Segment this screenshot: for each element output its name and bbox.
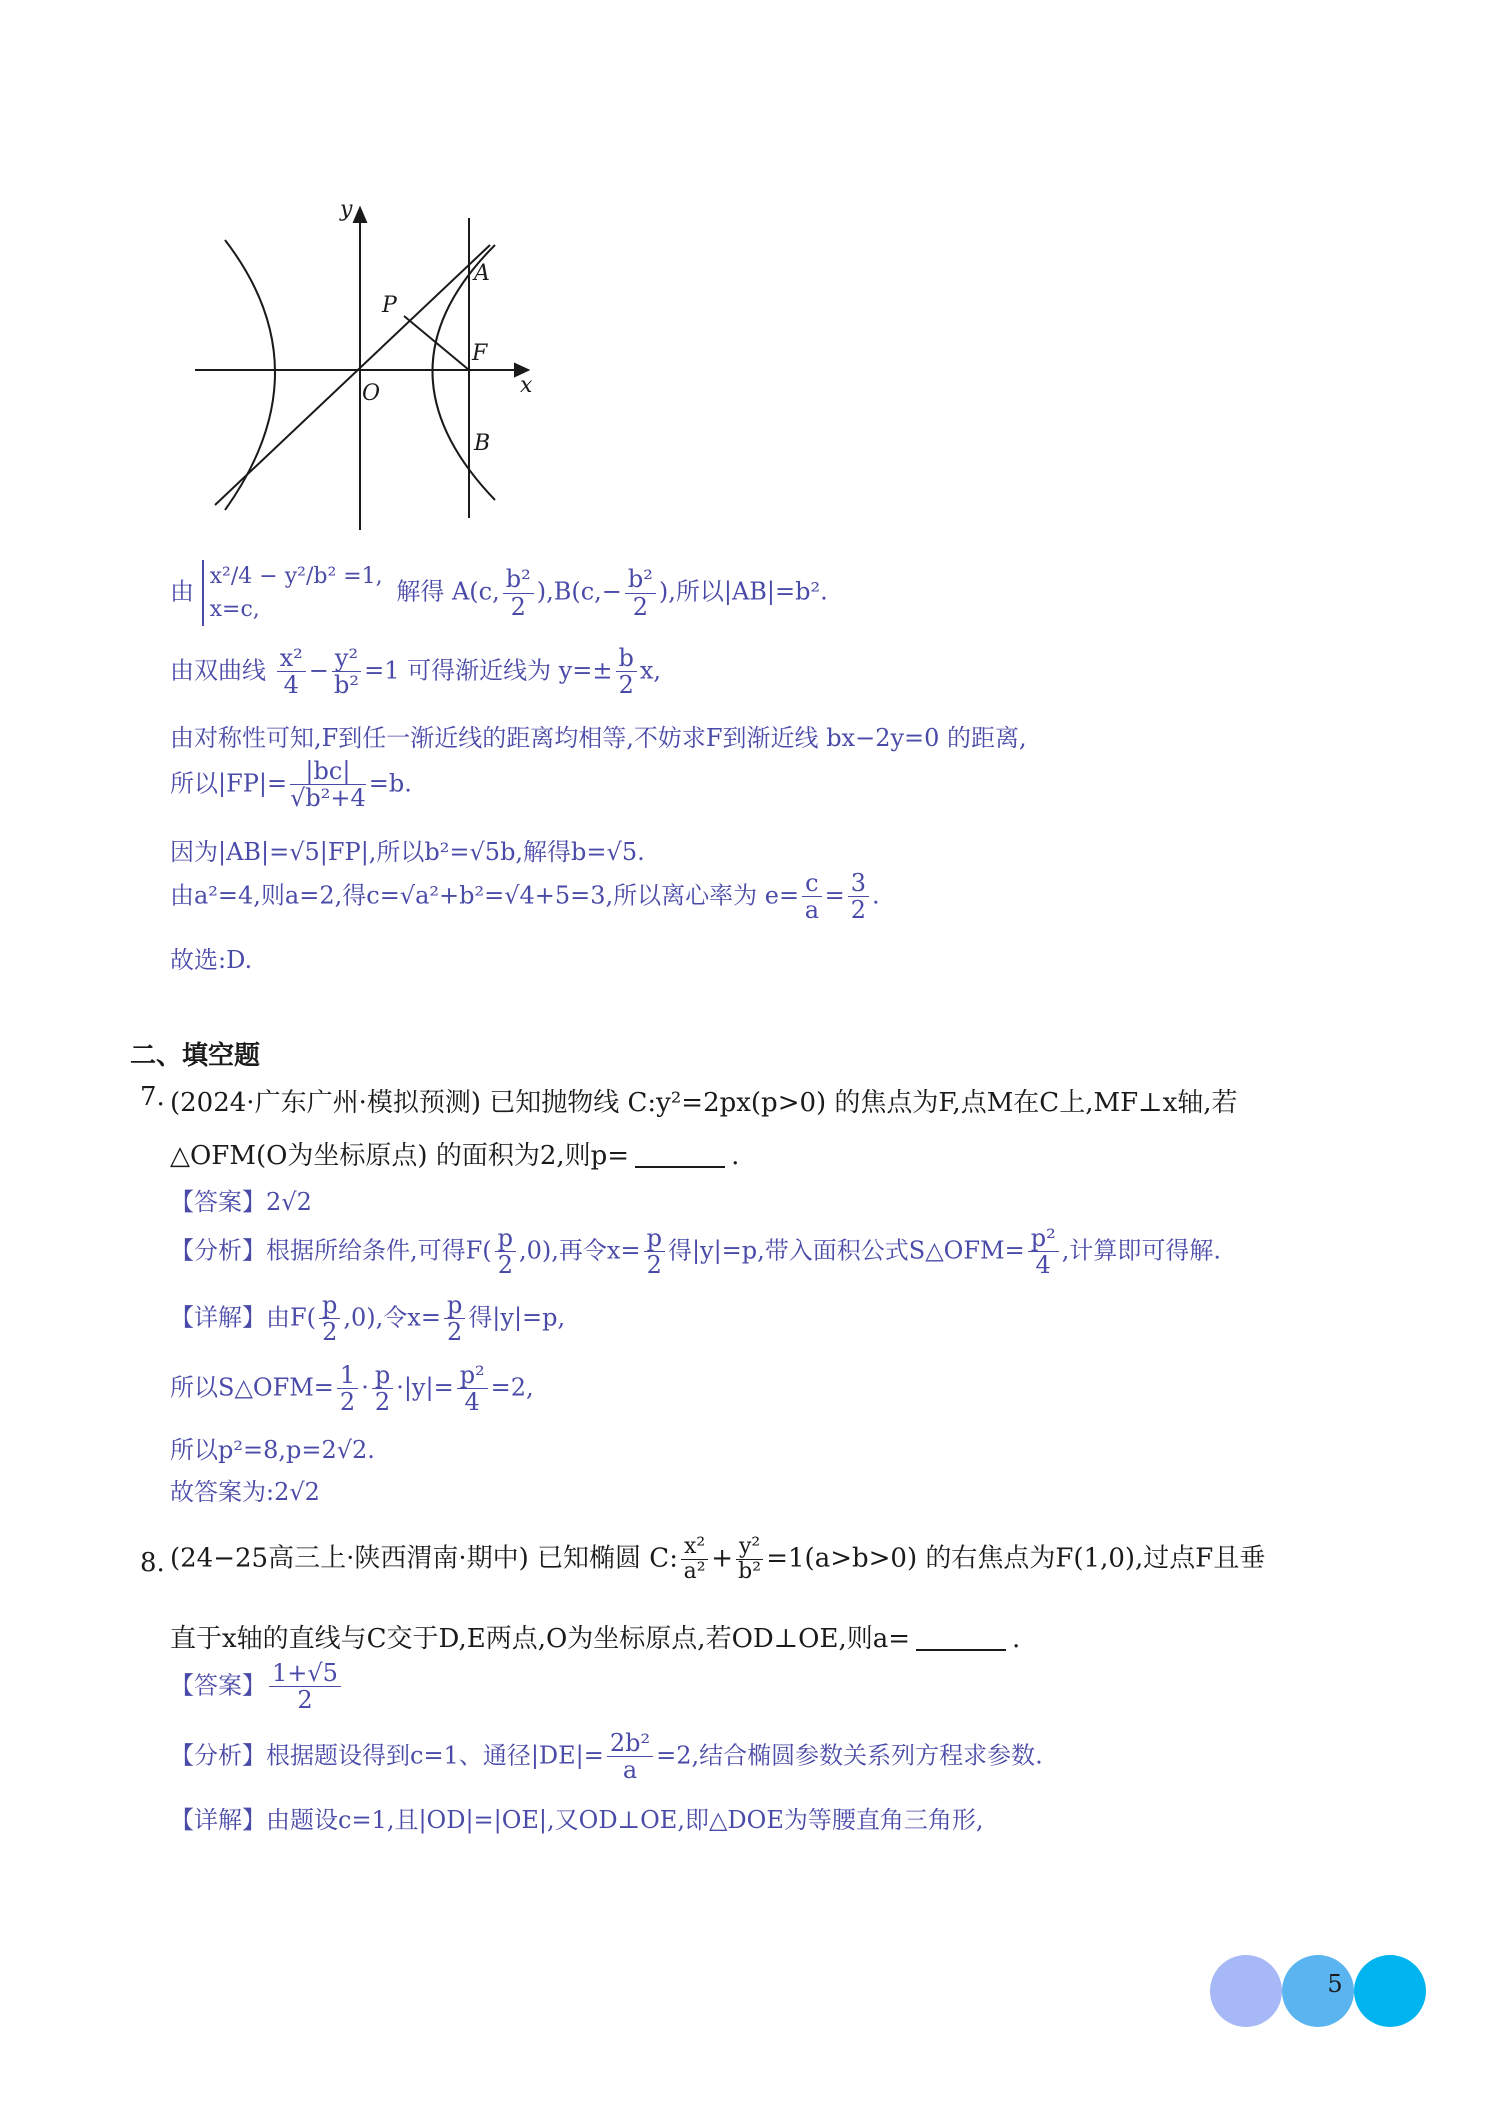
solution-line-6: 由a²=4,则a=2,得c=√a²+b²=√4+5=3,所以离心率为 e= $\frac{c}{a}$ = $\frac{3}{2}$ .	[170, 869, 880, 925]
left-branch	[225, 240, 275, 510]
solution-line-4: 所以|FP|= $\frac{|bc|}{\text{√b²+4}}$ =b.	[170, 757, 412, 813]
q8-detail: 【详解】由题设c=1,且|OD|=|OE|,又OD⊥OE,即△DOE为等腰直角三角形,	[170, 1806, 984, 1834]
label-x: x	[520, 373, 533, 398]
q7-detail-4: 故答案为:2√2	[170, 1478, 320, 1506]
q8-analysis: 【分析】根据题设得到c=1、通径|DE|= $\frac{\text{2b²}}{a}$ =2,结合椭圆参数关系列方程求参数.	[170, 1729, 1043, 1785]
system-eq-1: x²/4 − y²/b² =1,	[209, 564, 383, 589]
label-O: O	[362, 381, 381, 406]
question-7-line-2: △OFM(O为坐标原点) 的面积为2,则p= .	[170, 1141, 740, 1171]
question-7-number: 7.	[140, 1082, 165, 1112]
label-A: A	[474, 261, 490, 286]
question-8-line-1: (24−25高三上·陕西渭南·期中) 已知椭圆 C: $\frac{\text{x²}}{\text{a²}}$ + $\frac{\text{y²}}{\text{b²}}$ =1(a>b>0) 的右焦点为F(1,0),过点F且垂	[170, 1534, 1266, 1585]
asymptote-1	[215, 245, 490, 505]
solution-line-2: 由双曲线 $\frac{\text{x²}}{4}$ − $\frac{\text{y²}}{\text{b²}}$ =1 可得渐近线为 y=± $\frac{b}{2}$ x,	[170, 644, 662, 700]
q7-analysis: 【分析】根据所给条件,可得F( $\frac{p}{2}$ ,0),再令x= $\frac{p}{2}$ 得|y|=p,带入面积公式S△OFM= $\frac{\text{p²}}{4}$ ,计算即可得解.	[170, 1224, 1221, 1280]
label-y: y	[340, 200, 353, 222]
q8-answer: 【答案】 $\frac{1+√5}{2}$	[170, 1660, 344, 1714]
question-7-line-1: (2024·广东广州·模拟预测) 已知抛物线 C:y²=2px(p>0) 的焦点为F,点M在C上,MF⊥x轴,若	[170, 1088, 1238, 1118]
label-P: P	[382, 293, 397, 318]
page-number: 5	[1327, 1970, 1343, 1998]
page-circle-3	[1354, 1955, 1426, 2027]
q7-detail-3: 所以p²=8,p=2√2.	[170, 1436, 375, 1464]
segment-FP	[404, 316, 469, 370]
y-axis-arrow	[354, 208, 366, 222]
answer-blank-8	[916, 1649, 1006, 1651]
asymptote-2	[210, 215, 490, 505]
page-circle-1	[1210, 1955, 1282, 2027]
solution-line-5: 因为|AB|=√5|FP|,所以b²=√5b,解得b=√5.	[170, 838, 645, 866]
label-B: B	[474, 431, 491, 456]
question-8-line-2: 直于x轴的直线与C交于D,E两点,O为坐标原点,若OD⊥OE,则a= .	[170, 1624, 1021, 1654]
hyperbola-figure	[190, 200, 540, 540]
q7-detail: 【详解】由F( $\frac{p}{2}$ ,0),令x= $\frac{p}{2}$ 得|y|=p,	[170, 1291, 566, 1347]
question-8-number: 8.	[140, 1548, 165, 1578]
solution-line-7: 故选:D.	[170, 946, 253, 974]
solution-line-1: 由 x²/4 − y²/b² =1, x=c, 解得 A(c, $\frac{\text{b²}}{2}$ ),B(c,− $\frac{\text{b²}}{2}$ ),所以|AB|=b².	[170, 560, 828, 626]
answer-blank	[635, 1166, 725, 1168]
section-heading: 二、填空题	[130, 1041, 261, 1071]
label-F: F	[472, 341, 488, 366]
q7-detail-2: 所以S△OFM= $\frac{1}{2}$ · $\frac{p}{2}$ ·|y|= $\frac{\text{p²}}{4}$ =2,	[170, 1361, 534, 1417]
solution-line-3: 由对称性可知,F到任一渐近线的距离均相等,不妨求F到渐近线 bx−2y=0 的距离,	[170, 724, 1027, 752]
system-eq-2: x=c,	[209, 597, 260, 622]
q7-answer: 【答案】2√2	[170, 1188, 312, 1216]
